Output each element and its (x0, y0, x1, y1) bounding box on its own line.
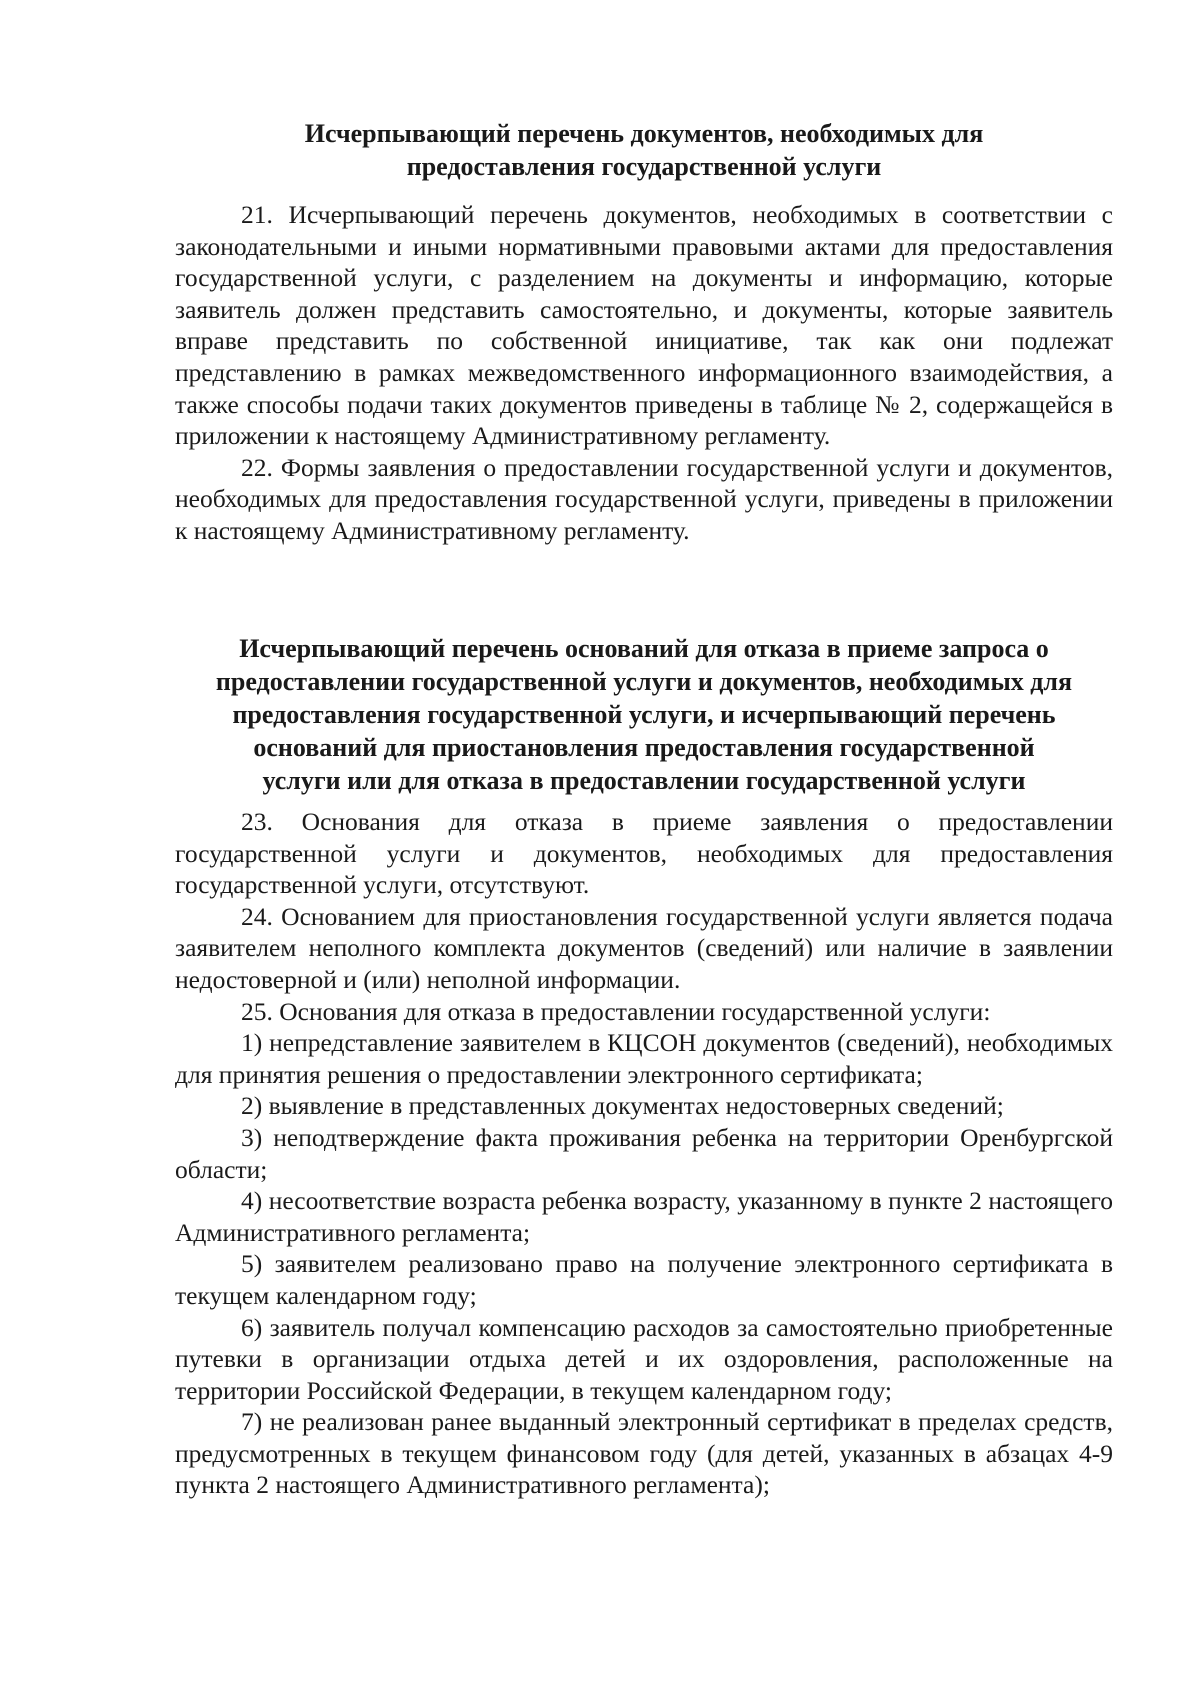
list-item-4: 4) несоответствие возраста ребенка возрасту, указанному в пункте 2 настоящего Административного регламента; (175, 1186, 1113, 1247)
heading-line: Исчерпывающий перечень оснований для отказа в приеме запроса о (239, 634, 1049, 663)
section-heading-refusal-grounds (175, 632, 1113, 797)
paragraph-21: 21. Исчерпывающий перечень документов, необходимых в соответствии с законодательными и иными нормативными правовыми актами для предоставления государственной услуги, с разделением на документы и информацию, которые заявитель должен представить самостоятельно, и документы, которые заявитель вправе представить по собственной инициативе, так как они подлежат представлению в рамках межведомственного информационного взаимодействия, а также способы подачи таких документов приведены в таблице № 2, содержащейся в приложении к настоящему Административному регламенту. (175, 200, 1113, 451)
section-body-refusal-grounds (175, 806, 1113, 1501)
list-item-5: 5) заявителем реализовано право на получение электронного сертификата в текущем календарном году; (175, 1249, 1113, 1310)
heading-line: услуги или для отказа в предоставлении государственной услуги (262, 766, 1026, 795)
paragraph-24: 24. Основанием для приостановления государственной услуги является подача заявителем неполного комплекта документов (сведений) или наличие в заявлении недостоверной и (или) неполной информации. (175, 901, 1113, 994)
list-item-2: 2) выявление в представленных документах недостоверных сведений; (241, 1091, 1004, 1121)
section-body-documents (175, 199, 1113, 547)
list-item-3: 3) неподтверждение факта проживания ребенка на территории Оренбургской области; (175, 1122, 1113, 1184)
list-item-6: 6) заявитель получал компенсацию расходов за самостоятельно приобретенные путевки в организации отдыха детей и их оздоровления, расположенные на территории Российской Федерации, в текущем календарном году; (175, 1312, 1113, 1405)
heading-line: предоставления государственной услуги, и исчерпывающий перечень (232, 700, 1056, 729)
heading-line: оснований для приостановления предоставления государственной (253, 733, 1035, 762)
heading-line: предоставлении государственной услуги и документов, необходимых для (215, 667, 1073, 696)
list-item-7: 7) не реализован ранее выданный электронный сертификат в пределах средств, предусмотренных в текущем финансовом году (для детей, указанных в абзацах 4-9 пункта 2 настоящего Административного регламента); (175, 1407, 1113, 1500)
paragraph-23: 23. Основания для отказа в приеме заявления о предоставлении государственной услуги и документов, необходимых для предоставления государственной услуги, отсутствуют. (175, 807, 1113, 900)
heading-line: Исчерпывающий перечень документов, необходимых для (304, 119, 984, 148)
paragraph-22: 22. Формы заявления о предоставлении государственной услуги и документов, необходимых для предоставления государственной услуги, приведены в приложении к настоящему Административному регламенту. (175, 452, 1113, 545)
heading-line: предоставления государственной услуги (406, 152, 882, 181)
section-heading-documents (175, 117, 1113, 183)
list-item-1: 1) непредставление заявителем в КЦСОН документов (сведений), необходимых для принятия решения о предоставлении электронного сертификата; (175, 1028, 1113, 1089)
paragraph-25: 25. Основания для отказа в предоставлении государственной услуги: (241, 996, 991, 1026)
